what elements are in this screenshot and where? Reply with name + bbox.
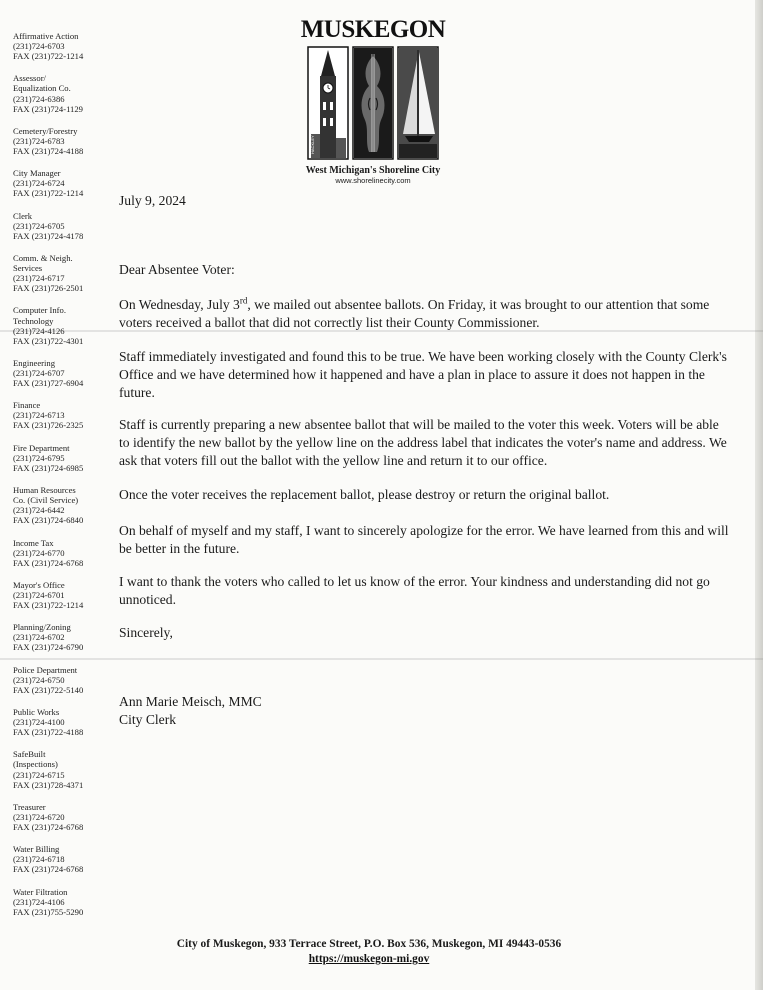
department-line: Income Tax xyxy=(13,537,54,548)
department-line: (231)724-6795 xyxy=(13,452,65,463)
department-entry xyxy=(13,665,113,695)
department-line: (231)724-6705 xyxy=(13,220,65,231)
department-line: FAX (231)724-6768 xyxy=(13,557,84,568)
department-line: Equalization Co. xyxy=(13,83,71,94)
department-entry xyxy=(13,622,113,652)
date-ordinal-suffix: rd xyxy=(239,295,248,306)
footer-website-link[interactable]: https://muskegon-mi.gov xyxy=(308,953,430,965)
department-line: FAX (231)722-1214 xyxy=(13,51,84,62)
department-line: FAX (231)724-1129 xyxy=(13,103,83,114)
department-line: Computer Info. xyxy=(13,305,66,316)
department-entry xyxy=(13,887,113,917)
department-line: Police Department xyxy=(13,664,78,675)
closing: Sincerely, xyxy=(119,625,173,640)
letter-footer xyxy=(119,937,619,967)
department-line: FAX (231)724-6768 xyxy=(13,864,84,875)
paragraph-4 xyxy=(119,486,731,504)
department-line: FAX (231)724-4178 xyxy=(13,230,84,241)
department-line: Cemetery/Forestry xyxy=(13,125,78,136)
paragraph-6 xyxy=(119,573,731,609)
department-line: SafeBuilt xyxy=(13,749,46,760)
department-line: FAX (231)724-4188 xyxy=(13,146,84,157)
department-entry xyxy=(13,802,113,832)
department-line: Water Billing xyxy=(13,844,60,855)
department-line: Water Filtration xyxy=(13,886,68,897)
logo-title: MUSKEGON xyxy=(300,16,446,43)
department-line: (231)724-6442 xyxy=(13,505,65,516)
paragraph-5-text: On behalf of myself and my staff, I want to sincerely apologize for the error. We have learned from this and will be better in the future. xyxy=(119,523,729,556)
department-line: (231)724-4126 xyxy=(13,325,65,336)
department-line: Technology xyxy=(13,315,54,326)
department-line: (231)724-6717 xyxy=(13,273,65,284)
department-entry xyxy=(13,844,113,874)
department-entry xyxy=(13,443,113,473)
department-line: (231)724-6707 xyxy=(13,368,65,378)
department-entry xyxy=(13,305,113,345)
department-line: Finance xyxy=(13,400,41,411)
department-line: City Manager xyxy=(13,168,61,179)
department-line: Comm. & Neigh. xyxy=(13,252,73,263)
paragraph-6-text: I want to thank the voters who called to let us know of the error. Your kindness and understanding did not go unnoticed. xyxy=(119,574,710,607)
paragraph-3 xyxy=(119,416,731,470)
department-line: Fire Department xyxy=(13,442,70,453)
department-line: Human Resources xyxy=(13,485,76,496)
letter-date: July 9, 2024 xyxy=(119,193,186,208)
paragraph-1 xyxy=(119,296,731,332)
department-line: Treasurer xyxy=(13,801,46,812)
department-line: (231)724-4100 xyxy=(13,717,65,728)
department-line: FAX (231)722-1214 xyxy=(13,600,84,611)
department-line: FAX (231)724-6768 xyxy=(13,822,84,833)
department-line: (231)724-6720 xyxy=(13,811,65,822)
scan-artifact-line xyxy=(0,658,763,660)
department-line: (231)724-4106 xyxy=(13,896,65,907)
department-line: Affirmative Action xyxy=(13,31,79,41)
department-entry xyxy=(13,73,113,113)
department-entry xyxy=(13,253,113,293)
department-line: Co. (Civil Service) xyxy=(13,495,79,506)
signer-title: City Clerk xyxy=(119,712,177,727)
department-line: FAX (231)722-1214 xyxy=(13,188,84,199)
department-line: FAX (231)722-4188 xyxy=(13,727,84,738)
paragraph-3-text: Staff is currently preparing a new absentee ballot that will be mailed to the voter this week. Voters will be able to identify the new ballot by the yellow line on the address label that indicates the voter's name and address. We ask that voters fill out the ballot with the yellow line and return it to our office. xyxy=(119,417,727,468)
paragraph-5 xyxy=(119,522,731,558)
department-line: (231)724-6718 xyxy=(13,854,65,865)
footer-address: City of Muskegon, 933 Terrace Street, P.O. Box 536, Muskegon, MI 49443-0536 xyxy=(176,938,562,950)
paragraph-2-text: Staff immediately investigated and found this to be true. We have been working closely with the County Clerk's Office and we have determined how it happened and have a plan in place to assure it does not happen in the future. xyxy=(119,349,727,400)
department-line: (231)724-6783 xyxy=(13,135,65,146)
department-directory xyxy=(13,31,113,929)
department-line: (231)724-6702 xyxy=(13,632,65,643)
department-line: FAX (231)724-6840 xyxy=(13,515,84,526)
department-entry xyxy=(13,707,113,737)
department-line: Clerk xyxy=(13,210,33,221)
department-line: Services xyxy=(13,263,43,274)
paragraph-1-rest: , we mailed out absentee ballots. On Friday, it was brought to our attention that some voters received a ballot that did not correctly list their County Commissioner. xyxy=(119,297,710,330)
department-entry xyxy=(13,580,113,610)
department-entry xyxy=(13,126,113,156)
logo-panel-text: HACKLEY xyxy=(310,135,315,154)
department-entry xyxy=(13,538,113,568)
signer-name: Ann Marie Meisch, MMC xyxy=(119,694,262,709)
department-entry xyxy=(13,400,113,430)
department-line: (231)724-6750 xyxy=(13,674,65,685)
department-entry xyxy=(13,211,113,241)
department-entry xyxy=(13,168,113,198)
department-line: FAX (231)726-2501 xyxy=(13,283,84,294)
department-line: Mayor's Office xyxy=(13,579,65,590)
department-line: FAX (231)727-6904 xyxy=(13,378,84,389)
department-line: Engineering xyxy=(13,357,55,368)
paragraph-2 xyxy=(119,348,731,402)
department-line: Assessor/ xyxy=(13,73,46,84)
department-line: FAX (231)722-4301 xyxy=(13,335,84,346)
department-line: FAX (231)755-5290 xyxy=(13,906,84,917)
department-line: FAX (231)728-4371 xyxy=(13,779,84,790)
department-line: FAX (231)724-6985 xyxy=(13,462,84,473)
department-line: (231)724-6724 xyxy=(13,178,65,189)
department-entry xyxy=(13,485,113,525)
department-line: (231)724-6713 xyxy=(13,410,65,421)
department-line: FAX (231)726-2325 xyxy=(13,420,84,431)
department-line: (Inspections) xyxy=(13,759,58,770)
page-edge-shadow xyxy=(755,0,763,990)
department-line: (231)724-6715 xyxy=(13,769,65,780)
logo-artwork-icon xyxy=(307,46,439,161)
salutation: Dear Absentee Voter: xyxy=(119,262,235,277)
department-line: FAX (231)724-6790 xyxy=(13,642,84,653)
logo-tagline: West Michigan's Shoreline City xyxy=(305,165,441,176)
paragraph-4-text: Once the voter receives the replacement ballot, please destroy or return the original ballot. xyxy=(119,487,610,502)
department-line: Public Works xyxy=(13,707,60,717)
department-line: (231)724-6386 xyxy=(13,93,65,104)
department-line: (231)724-6701 xyxy=(13,589,65,600)
department-line: Planning/Zoning xyxy=(13,622,71,633)
department-line: (231)724-6770 xyxy=(13,547,65,558)
department-line: FAX (231)722-5140 xyxy=(13,684,84,695)
paragraph-1-start: On Wednesday, July 3 xyxy=(119,297,240,312)
city-logo xyxy=(298,17,448,186)
logo-url: www.shorelinecity.com xyxy=(335,176,411,185)
department-line: (231)724-6703 xyxy=(13,41,65,52)
department-entry xyxy=(13,749,113,789)
department-entry xyxy=(13,31,113,61)
department-entry xyxy=(13,358,113,388)
